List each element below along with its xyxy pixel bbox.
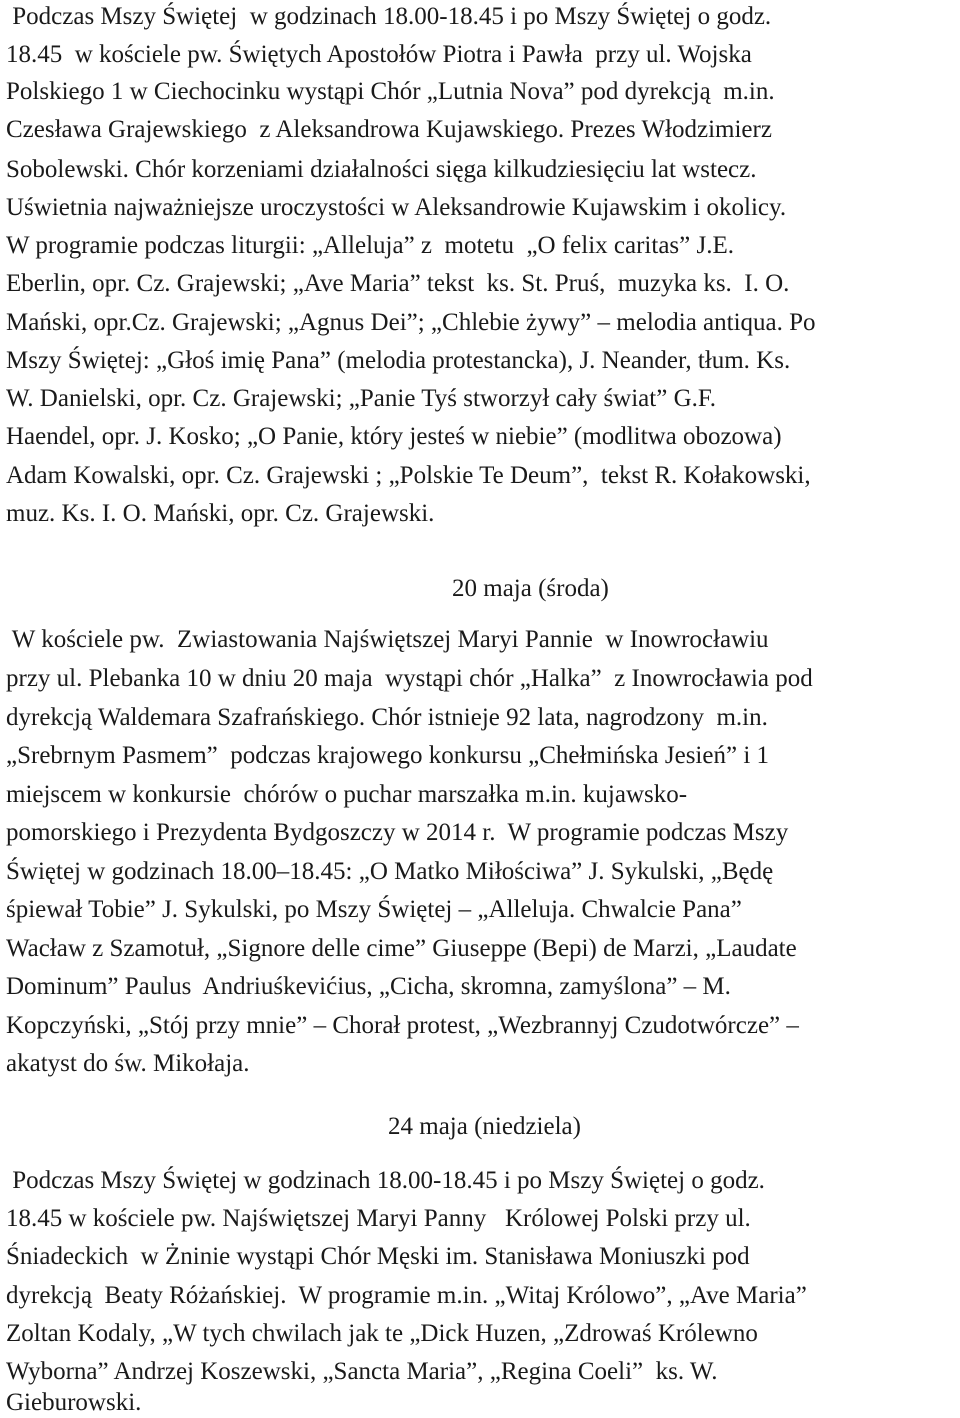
paragraph-line: śpiewał Tobie” J. Sykulski, po Mszy Świętej – „Alleluja. Chwalcie Pana”	[6, 896, 742, 923]
paragraph-line: Eberlin, opr. Cz. Grajewski; „Ave Maria” tekst ks. St. Pruś, muzyka ks. I. O.	[6, 270, 790, 297]
paragraph-line: Haendel, opr. J. Kosko; „O Panie, który jesteś w niebie” (modlitwa obozowa)	[6, 423, 782, 450]
paragraph-line: Polskiego 1 w Ciechocinku wystąpi Chór „Lutnia Nova” pod dyrekcją m.in.	[6, 78, 775, 105]
paragraph-line: miejscem w konkursie chórów o puchar marszałka m.in. kujawsko-	[6, 781, 688, 808]
paragraph-line: Dominum” Paulus Andriuśkevićius, „Cicha, skromna, zamyślona” – M.	[6, 973, 731, 1000]
paragraph-line: Podczas Mszy Świętej w godzinach 18.00-18.45 i po Mszy Świętej o godz.	[6, 1167, 765, 1194]
paragraph-line: Mański, opr.Cz. Grajewski; „Agnus Dei”; „Chlebie żywy” – melodia antiqua. Po	[6, 309, 816, 336]
paragraph-line: Świętej w godzinach 18.00–18.45: „O Matko Miłościwa” J. Sykulski, „Będę	[6, 858, 774, 885]
paragraph-line: dyrekcją Waldemara Szafrańskiego. Chór istnieje 92 lata, nagrodzony m.in.	[6, 704, 768, 731]
paragraph-line: Gieburowski.	[6, 1389, 142, 1416]
paragraph-line: muz. Ks. I. O. Mański, opr. Cz. Grajewski.	[6, 500, 435, 527]
paragraph-line: Kopczyński, „Stój przy mnie” – Chorał protest, „Wezbrannyj Czudotwórcze” –	[6, 1012, 799, 1039]
paragraph-line: „Srebrnym Pasmem” podczas krajowego konkursu „Chełmińska Jesień” i 1	[6, 742, 770, 769]
date-heading-may-24: 24 maja (niedziela)	[388, 1113, 581, 1140]
paragraph-line: Adam Kowalski, opr. Cz. Grajewski ; „Polskie Te Deum”, tekst R. Kołakowski,	[6, 462, 811, 489]
paragraph-line: Podczas Mszy Świętej w godzinach 18.00-18.45 i po Mszy Świętej o godz.	[6, 3, 772, 30]
paragraph-line: akatyst do św. Mikołaja.	[6, 1050, 250, 1077]
paragraph-line: dyrekcją Beaty Różańskiej. W programie m.in. „Witaj Królowo”, „Ave Maria”	[6, 1282, 807, 1309]
paragraph-line: Uświetnia najważniejsze uroczystości w Aleksandrowie Kujawskim i okolicy.	[6, 194, 787, 221]
paragraph-line: przy ul. Plebanka 10 w dniu 20 maja wystąpi chór „Halka” z Inowrocławia pod	[6, 665, 813, 692]
paragraph-line: Sobolewski. Chór korzeniami działalności sięga kilkudziesięciu lat wstecz.	[6, 156, 757, 183]
paragraph-line: Czesława Grajewskiego z Aleksandrowa Kujawskiego. Prezes Włodzimierz	[6, 116, 772, 143]
date-heading-may-20: 20 maja (środa)	[452, 575, 609, 602]
paragraph-line: Wyborna” Andrzej Koszewski, „Sancta Maria”, „Regina Coeli” ks. W.	[6, 1358, 718, 1385]
paragraph-line: W. Danielski, opr. Cz. Grajewski; „Panie Tyś stworzył cały świat” G.F.	[6, 385, 717, 412]
paragraph-line: Śniadeckich w Żninie wystąpi Chór Męski im. Stanisława Moniuszki pod	[6, 1243, 750, 1270]
paragraph-line: W kościele pw. Zwiastowania Najświętszej Maryi Pannie w Inowrocławiu	[6, 626, 769, 653]
paragraph-line: 18.45 w kościele pw. Najświętszej Maryi Panny Królowej Polski przy ul.	[6, 1205, 751, 1232]
paragraph-line: Zoltan Kodaly, „W tych chwilach jak te „Dick Huzen, „Zdrowaś Królewno	[6, 1320, 758, 1347]
paragraph-line: Mszy Świętej: „Głoś imię Pana” (melodia protestancka), J. Neander, tłum. Ks.	[6, 347, 791, 374]
paragraph-line: W programie podczas liturgii: „Alleluja” z motetu „O felix caritas” J.E.	[6, 232, 734, 259]
paragraph-line: pomorskiego i Prezydenta Bydgoszczy w 2014 r. W programie podczas Mszy	[6, 819, 789, 846]
paragraph-line: 18.45 w kościele pw. Świętych Apostołów Piotra i Pawła przy ul. Wojska	[6, 41, 752, 68]
paragraph-line: Wacław z Szamotuł, „Signore delle cime” Giuseppe (Bepi) de Marzi, „Laudate	[6, 935, 797, 962]
